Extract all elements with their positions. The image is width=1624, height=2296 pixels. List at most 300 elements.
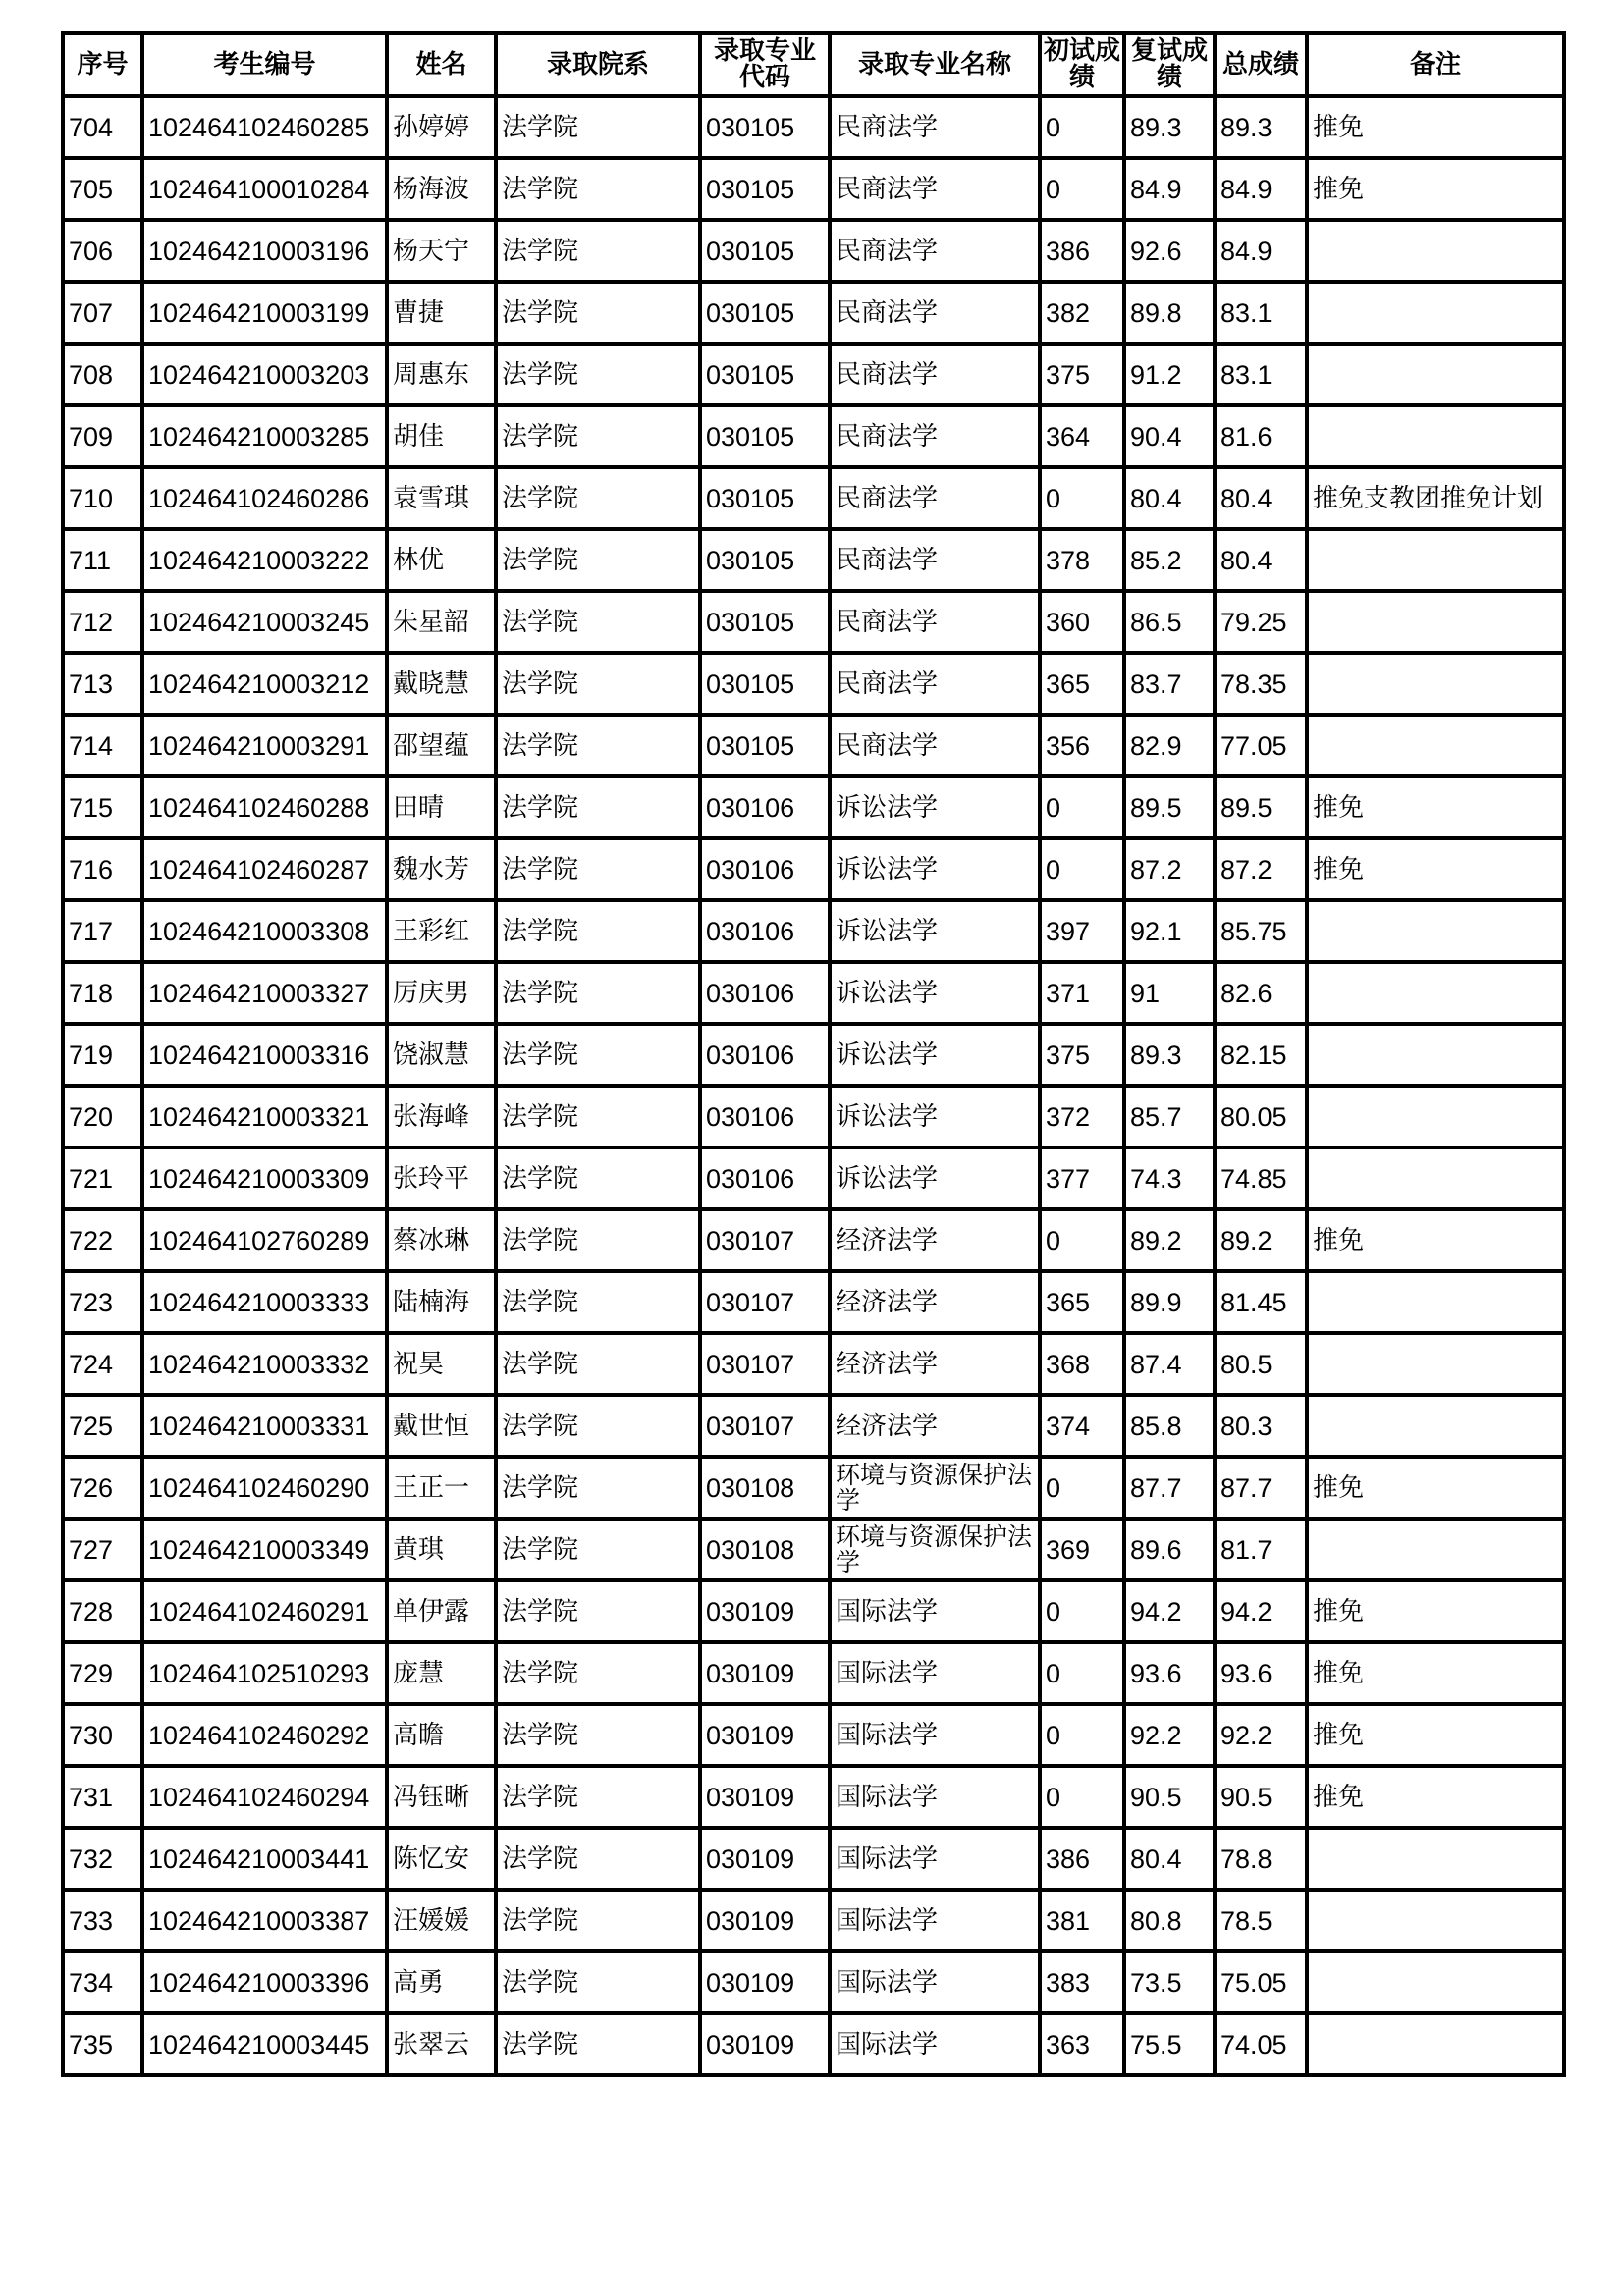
cell-major-code: 030109 — [700, 1580, 830, 1642]
cell-department: 法学院 — [496, 1766, 700, 1828]
cell-candidate-id: 102464210003203 — [142, 344, 387, 405]
cell-department: 法学院 — [496, 1024, 700, 1086]
cell-department: 法学院 — [496, 529, 700, 591]
cell-major-code: 030106 — [700, 900, 830, 962]
cell-major-name: 诉讼法学 — [830, 962, 1040, 1024]
cell-initial-score: 369 — [1040, 1519, 1124, 1580]
table-row — [63, 1828, 1564, 1890]
cell-major-code: 030105 — [700, 653, 830, 715]
cell-total-score: 89.5 — [1215, 776, 1307, 838]
cell-seq: 723 — [63, 1271, 142, 1333]
cell-name: 蔡冰琳 — [387, 1209, 496, 1271]
cell-initial-score: 374 — [1040, 1395, 1124, 1457]
cell-name: 冯钰晰 — [387, 1766, 496, 1828]
cell-department: 法学院 — [496, 2013, 700, 2075]
cell-major-name: 经济法学 — [830, 1271, 1040, 1333]
cell-initial-score: 0 — [1040, 776, 1124, 838]
cell-department: 法学院 — [496, 158, 700, 220]
cell-major-code: 030109 — [700, 1642, 830, 1704]
cell-name: 陈忆安 — [387, 1828, 496, 1890]
table-row — [63, 158, 1564, 220]
cell-seq: 719 — [63, 1024, 142, 1086]
cell-major-code: 030105 — [700, 158, 830, 220]
cell-candidate-id: 102464210003316 — [142, 1024, 387, 1086]
cell-seq: 709 — [63, 405, 142, 467]
cell-total-score: 83.1 — [1215, 344, 1307, 405]
cell-initial-score: 364 — [1040, 405, 1124, 467]
cell-major-name: 诉讼法学 — [830, 900, 1040, 962]
cell-major-code: 030105 — [700, 591, 830, 653]
cell-name: 曹捷 — [387, 282, 496, 344]
cell-candidate-id: 102464102460291 — [142, 1580, 387, 1642]
cell-major-name: 国际法学 — [830, 2013, 1040, 2075]
cell-major-name: 民商法学 — [830, 405, 1040, 467]
cell-department: 法学院 — [496, 1580, 700, 1642]
cell-candidate-id: 102464102460287 — [142, 838, 387, 900]
cell-major-code: 030106 — [700, 1148, 830, 1209]
table-row — [63, 1024, 1564, 1086]
cell-major-code: 030106 — [700, 1086, 830, 1148]
cell-name: 厉庆男 — [387, 962, 496, 1024]
cell-initial-score: 365 — [1040, 653, 1124, 715]
cell-remarks — [1307, 1395, 1564, 1457]
cell-total-score: 77.05 — [1215, 715, 1307, 776]
cell-retest-score: 90.4 — [1124, 405, 1215, 467]
cell-department: 法学院 — [496, 1271, 700, 1333]
cell-retest-score: 89.3 — [1124, 1024, 1215, 1086]
table-row — [63, 776, 1564, 838]
cell-major-code: 030107 — [700, 1209, 830, 1271]
header-initial-score: 初试成绩 — [1040, 33, 1124, 96]
cell-candidate-id: 102464100010284 — [142, 158, 387, 220]
cell-total-score: 75.05 — [1215, 1951, 1307, 2013]
cell-major-name: 民商法学 — [830, 715, 1040, 776]
cell-retest-score: 91.2 — [1124, 344, 1215, 405]
cell-total-score: 87.7 — [1215, 1457, 1307, 1519]
cell-department: 法学院 — [496, 405, 700, 467]
cell-major-name: 民商法学 — [830, 591, 1040, 653]
cell-remarks — [1307, 405, 1564, 467]
cell-total-score: 89.3 — [1215, 96, 1307, 158]
cell-name: 杨天宁 — [387, 220, 496, 282]
cell-seq: 715 — [63, 776, 142, 838]
cell-department: 法学院 — [496, 282, 700, 344]
cell-candidate-id: 102464210003332 — [142, 1333, 387, 1395]
cell-remarks — [1307, 1024, 1564, 1086]
cell-major-name: 国际法学 — [830, 1890, 1040, 1951]
cell-name: 邵望蕴 — [387, 715, 496, 776]
cell-initial-score: 368 — [1040, 1333, 1124, 1395]
cell-retest-score: 92.2 — [1124, 1704, 1215, 1766]
cell-initial-score: 372 — [1040, 1086, 1124, 1148]
cell-name: 袁雪琪 — [387, 467, 496, 529]
cell-seq: 735 — [63, 2013, 142, 2075]
cell-initial-score: 365 — [1040, 1271, 1124, 1333]
cell-major-name: 诉讼法学 — [830, 1086, 1040, 1148]
cell-initial-score: 0 — [1040, 467, 1124, 529]
cell-initial-score: 0 — [1040, 158, 1124, 220]
cell-total-score: 81.6 — [1215, 405, 1307, 467]
cell-retest-score: 93.6 — [1124, 1642, 1215, 1704]
cell-candidate-id: 102464102460294 — [142, 1766, 387, 1828]
cell-candidate-id: 102464210003222 — [142, 529, 387, 591]
cell-retest-score: 85.8 — [1124, 1395, 1215, 1457]
cell-seq: 714 — [63, 715, 142, 776]
cell-candidate-id: 102464210003245 — [142, 591, 387, 653]
cell-total-score: 80.3 — [1215, 1395, 1307, 1457]
cell-name: 陆楠海 — [387, 1271, 496, 1333]
cell-remarks — [1307, 900, 1564, 962]
cell-remarks — [1307, 344, 1564, 405]
table-row — [63, 653, 1564, 715]
cell-candidate-id: 102464210003285 — [142, 405, 387, 467]
cell-department: 法学院 — [496, 1951, 700, 2013]
cell-candidate-id: 102464210003309 — [142, 1148, 387, 1209]
cell-major-code: 030105 — [700, 529, 830, 591]
cell-remarks: 推免 — [1307, 776, 1564, 838]
cell-total-score: 90.5 — [1215, 1766, 1307, 1828]
cell-retest-score: 89.5 — [1124, 776, 1215, 838]
table-row — [63, 1148, 1564, 1209]
cell-candidate-id: 102464210003333 — [142, 1271, 387, 1333]
cell-total-score: 78.5 — [1215, 1890, 1307, 1951]
header-retest-score: 复试成绩 — [1124, 33, 1215, 96]
cell-total-score: 80.05 — [1215, 1086, 1307, 1148]
cell-name: 单伊露 — [387, 1580, 496, 1642]
cell-initial-score: 371 — [1040, 962, 1124, 1024]
cell-initial-score: 0 — [1040, 1766, 1124, 1828]
cell-seq: 734 — [63, 1951, 142, 2013]
cell-initial-score: 0 — [1040, 1457, 1124, 1519]
cell-remarks — [1307, 1086, 1564, 1148]
cell-major-code: 030106 — [700, 962, 830, 1024]
cell-candidate-id: 102464210003199 — [142, 282, 387, 344]
cell-retest-score: 91 — [1124, 962, 1215, 1024]
cell-major-name: 民商法学 — [830, 344, 1040, 405]
cell-initial-score: 377 — [1040, 1148, 1124, 1209]
table-row — [63, 1704, 1564, 1766]
cell-seq: 725 — [63, 1395, 142, 1457]
cell-initial-score: 0 — [1040, 1209, 1124, 1271]
cell-name: 戴世恒 — [387, 1395, 496, 1457]
cell-initial-score: 360 — [1040, 591, 1124, 653]
header-remarks: 备注 — [1307, 33, 1564, 96]
table-row — [63, 282, 1564, 344]
cell-total-score: 83.1 — [1215, 282, 1307, 344]
cell-retest-score: 89.9 — [1124, 1271, 1215, 1333]
cell-major-name: 民商法学 — [830, 529, 1040, 591]
cell-major-name: 国际法学 — [830, 1642, 1040, 1704]
cell-initial-score: 0 — [1040, 96, 1124, 158]
cell-department: 法学院 — [496, 1890, 700, 1951]
cell-initial-score: 0 — [1040, 1704, 1124, 1766]
cell-candidate-id: 102464210003308 — [142, 900, 387, 962]
cell-seq: 713 — [63, 653, 142, 715]
cell-remarks — [1307, 1951, 1564, 2013]
cell-name: 周惠东 — [387, 344, 496, 405]
table-row — [63, 1642, 1564, 1704]
cell-major-code: 030106 — [700, 1024, 830, 1086]
cell-seq: 724 — [63, 1333, 142, 1395]
table-row — [63, 529, 1564, 591]
cell-major-name: 诉讼法学 — [830, 1024, 1040, 1086]
cell-name: 高瞻 — [387, 1704, 496, 1766]
table-row — [63, 96, 1564, 158]
cell-candidate-id: 102464102460292 — [142, 1704, 387, 1766]
table-row — [63, 1271, 1564, 1333]
cell-retest-score: 90.5 — [1124, 1766, 1215, 1828]
cell-total-score: 81.45 — [1215, 1271, 1307, 1333]
cell-name: 朱星韶 — [387, 591, 496, 653]
cell-total-score: 85.75 — [1215, 900, 1307, 962]
cell-major-name: 环境与资源保护法学 — [830, 1519, 1040, 1580]
cell-major-name: 民商法学 — [830, 467, 1040, 529]
cell-total-score: 89.2 — [1215, 1209, 1307, 1271]
cell-major-code: 030107 — [700, 1333, 830, 1395]
cell-retest-score: 92.1 — [1124, 900, 1215, 962]
cell-major-name: 经济法学 — [830, 1209, 1040, 1271]
cell-major-code: 030105 — [700, 715, 830, 776]
cell-department: 法学院 — [496, 467, 700, 529]
cell-candidate-id: 102464210003441 — [142, 1828, 387, 1890]
cell-name: 饶淑慧 — [387, 1024, 496, 1086]
cell-total-score: 80.5 — [1215, 1333, 1307, 1395]
cell-candidate-id: 102464102510293 — [142, 1642, 387, 1704]
cell-name: 魏水芳 — [387, 838, 496, 900]
cell-seq: 704 — [63, 96, 142, 158]
cell-major-name: 国际法学 — [830, 1828, 1040, 1890]
cell-retest-score: 89.6 — [1124, 1519, 1215, 1580]
cell-seq: 716 — [63, 838, 142, 900]
cell-seq: 707 — [63, 282, 142, 344]
cell-seq: 732 — [63, 1828, 142, 1890]
cell-candidate-id: 102464102460290 — [142, 1457, 387, 1519]
cell-major-name: 民商法学 — [830, 96, 1040, 158]
cell-remarks: 推免 — [1307, 96, 1564, 158]
cell-name: 林优 — [387, 529, 496, 591]
cell-initial-score: 397 — [1040, 900, 1124, 962]
table-row — [63, 1766, 1564, 1828]
cell-remarks — [1307, 1890, 1564, 1951]
cell-candidate-id: 102464210003349 — [142, 1519, 387, 1580]
cell-major-code: 030105 — [700, 220, 830, 282]
cell-candidate-id: 102464210003396 — [142, 1951, 387, 2013]
table-row — [63, 900, 1564, 962]
cell-retest-score: 85.7 — [1124, 1086, 1215, 1148]
cell-major-name: 国际法学 — [830, 1580, 1040, 1642]
header-name: 姓名 — [387, 33, 496, 96]
cell-department: 法学院 — [496, 776, 700, 838]
cell-initial-score: 375 — [1040, 1024, 1124, 1086]
cell-major-name: 环境与资源保护法学 — [830, 1457, 1040, 1519]
cell-remarks: 推免支教团推免计划 — [1307, 467, 1564, 529]
cell-major-code: 030109 — [700, 1890, 830, 1951]
cell-major-code: 030109 — [700, 1951, 830, 2013]
cell-seq: 710 — [63, 467, 142, 529]
cell-initial-score: 383 — [1040, 1951, 1124, 2013]
cell-initial-score: 0 — [1040, 1580, 1124, 1642]
table-row — [63, 1519, 1564, 1580]
header-major-name: 录取专业名称 — [830, 33, 1040, 96]
table-row — [63, 1333, 1564, 1395]
cell-major-name: 民商法学 — [830, 653, 1040, 715]
cell-seq: 711 — [63, 529, 142, 591]
cell-remarks — [1307, 962, 1564, 1024]
cell-seq: 712 — [63, 591, 142, 653]
cell-name: 祝昊 — [387, 1333, 496, 1395]
cell-major-code: 030105 — [700, 467, 830, 529]
cell-seq: 728 — [63, 1580, 142, 1642]
cell-name: 王正一 — [387, 1457, 496, 1519]
cell-major-name: 国际法学 — [830, 1766, 1040, 1828]
cell-department: 法学院 — [496, 962, 700, 1024]
cell-seq: 722 — [63, 1209, 142, 1271]
cell-department: 法学院 — [496, 1148, 700, 1209]
header-total-score: 总成绩 — [1215, 33, 1307, 96]
header-seq: 序号 — [63, 33, 142, 96]
cell-remarks: 推免 — [1307, 1457, 1564, 1519]
cell-name: 杨海波 — [387, 158, 496, 220]
cell-remarks — [1307, 653, 1564, 715]
cell-retest-score: 89.3 — [1124, 96, 1215, 158]
cell-retest-score: 87.7 — [1124, 1457, 1215, 1519]
cell-remarks: 推免 — [1307, 1580, 1564, 1642]
cell-name: 汪媛媛 — [387, 1890, 496, 1951]
cell-remarks: 推免 — [1307, 1642, 1564, 1704]
cell-retest-score: 74.3 — [1124, 1148, 1215, 1209]
cell-major-code: 030109 — [700, 1704, 830, 1766]
cell-retest-score: 83.7 — [1124, 653, 1215, 715]
cell-total-score: 74.05 — [1215, 2013, 1307, 2075]
cell-department: 法学院 — [496, 344, 700, 405]
cell-name: 庞慧 — [387, 1642, 496, 1704]
cell-remarks — [1307, 1333, 1564, 1395]
cell-candidate-id: 102464210003212 — [142, 653, 387, 715]
cell-retest-score: 87.4 — [1124, 1333, 1215, 1395]
cell-candidate-id: 102464210003196 — [142, 220, 387, 282]
cell-remarks — [1307, 1519, 1564, 1580]
table-row — [63, 1209, 1564, 1271]
cell-department: 法学院 — [496, 1642, 700, 1704]
table-row — [63, 1395, 1564, 1457]
table-row — [63, 2013, 1564, 2075]
table-row — [63, 1951, 1564, 2013]
cell-department: 法学院 — [496, 96, 700, 158]
cell-department: 法学院 — [496, 1333, 700, 1395]
cell-remarks: 推免 — [1307, 1766, 1564, 1828]
cell-candidate-id: 102464102460285 — [142, 96, 387, 158]
cell-total-score: 93.6 — [1215, 1642, 1307, 1704]
cell-major-code: 030109 — [700, 2013, 830, 2075]
cell-seq: 729 — [63, 1642, 142, 1704]
table-row — [63, 344, 1564, 405]
cell-retest-score: 94.2 — [1124, 1580, 1215, 1642]
cell-department: 法学院 — [496, 1704, 700, 1766]
cell-remarks — [1307, 1271, 1564, 1333]
cell-department: 法学院 — [496, 220, 700, 282]
cell-candidate-id: 102464210003331 — [142, 1395, 387, 1457]
cell-remarks — [1307, 591, 1564, 653]
table-row — [63, 405, 1564, 467]
cell-total-score: 87.2 — [1215, 838, 1307, 900]
cell-initial-score: 356 — [1040, 715, 1124, 776]
table-row — [63, 1086, 1564, 1148]
cell-total-score: 84.9 — [1215, 220, 1307, 282]
cell-retest-score: 80.8 — [1124, 1890, 1215, 1951]
cell-retest-score: 85.2 — [1124, 529, 1215, 591]
cell-department: 法学院 — [496, 591, 700, 653]
cell-department: 法学院 — [496, 838, 700, 900]
cell-remarks — [1307, 715, 1564, 776]
cell-initial-score: 378 — [1040, 529, 1124, 591]
cell-major-name: 国际法学 — [830, 1951, 1040, 2013]
cell-retest-score: 75.5 — [1124, 2013, 1215, 2075]
cell-initial-score: 386 — [1040, 220, 1124, 282]
cell-major-code: 030108 — [700, 1457, 830, 1519]
cell-department: 法学院 — [496, 653, 700, 715]
table-row — [63, 1457, 1564, 1519]
cell-retest-score: 89.2 — [1124, 1209, 1215, 1271]
cell-total-score: 79.25 — [1215, 591, 1307, 653]
cell-retest-score: 86.5 — [1124, 591, 1215, 653]
header-row — [63, 33, 1564, 96]
table-row — [63, 467, 1564, 529]
cell-candidate-id: 102464210003327 — [142, 962, 387, 1024]
cell-candidate-id: 102464210003387 — [142, 1890, 387, 1951]
cell-major-name: 诉讼法学 — [830, 838, 1040, 900]
cell-seq: 731 — [63, 1766, 142, 1828]
cell-major-code: 030109 — [700, 1828, 830, 1890]
cell-initial-score: 375 — [1040, 344, 1124, 405]
cell-major-code: 030108 — [700, 1519, 830, 1580]
cell-major-name: 国际法学 — [830, 1704, 1040, 1766]
cell-remarks — [1307, 2013, 1564, 2075]
cell-candidate-id: 102464210003321 — [142, 1086, 387, 1148]
admission-table — [61, 31, 1566, 2077]
cell-name: 张海峰 — [387, 1086, 496, 1148]
cell-major-code: 030106 — [700, 776, 830, 838]
table-row — [63, 838, 1564, 900]
cell-retest-score: 84.9 — [1124, 158, 1215, 220]
cell-retest-score: 73.5 — [1124, 1951, 1215, 2013]
cell-department: 法学院 — [496, 1395, 700, 1457]
cell-seq: 721 — [63, 1148, 142, 1209]
cell-candidate-id: 102464210003291 — [142, 715, 387, 776]
cell-total-score: 80.4 — [1215, 529, 1307, 591]
cell-initial-score: 0 — [1040, 1642, 1124, 1704]
table-row — [63, 1580, 1564, 1642]
cell-department: 法学院 — [496, 900, 700, 962]
table-row — [63, 220, 1564, 282]
cell-major-name: 民商法学 — [830, 282, 1040, 344]
cell-retest-score: 82.9 — [1124, 715, 1215, 776]
cell-retest-score: 80.4 — [1124, 467, 1215, 529]
cell-major-name: 经济法学 — [830, 1333, 1040, 1395]
header-department: 录取院系 — [496, 33, 700, 96]
cell-seq: 733 — [63, 1890, 142, 1951]
cell-total-score: 78.35 — [1215, 653, 1307, 715]
cell-initial-score: 0 — [1040, 838, 1124, 900]
cell-candidate-id: 102464210003445 — [142, 2013, 387, 2075]
cell-remarks — [1307, 1828, 1564, 1890]
cell-name: 张玲平 — [387, 1148, 496, 1209]
cell-name: 黄琪 — [387, 1519, 496, 1580]
cell-retest-score: 92.6 — [1124, 220, 1215, 282]
cell-remarks: 推免 — [1307, 838, 1564, 900]
cell-department: 法学院 — [496, 1209, 700, 1271]
cell-major-name: 民商法学 — [830, 158, 1040, 220]
cell-major-code: 030106 — [700, 838, 830, 900]
